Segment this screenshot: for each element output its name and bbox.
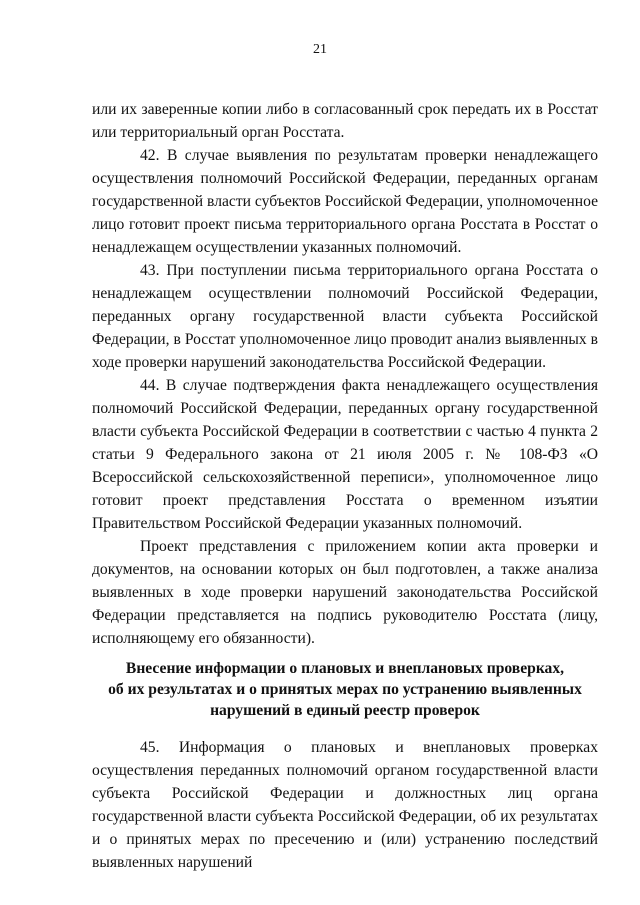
section-heading-line-1: Внесение информации о плановых и внеплановых проверках,: [125, 660, 565, 677]
section-heading: [92, 658, 598, 721]
paragraph-continuation: или их заверенные копии либо в согласованный срок передать их в Росстат или территориальный орган Росстата.: [92, 101, 598, 141]
paragraph-42: 42. В случае выявления по результатам проверки ненадлежащего осуществления полномочий Российской Федерации, переданных органам государственной власти субъектов Российской Федерации, уполномоченное лицо готовит проект письма территориального органа Росстата в Росстат о ненадлежащем осуществлении указанных полномочий.: [92, 147, 598, 256]
section-heading-line-2: об их результатах и о принятых мерах по устранению выявленных: [108, 681, 582, 698]
section-heading-line-3: нарушений в единый реестр проверок: [210, 702, 480, 719]
page-number: 21: [313, 42, 327, 57]
paragraph-45: 45. Информация о плановых и внеплановых проверках осуществления переданных полномочий органом государственной власти субъекта Российской Федерации и должностных лиц органа государственной власти субъекта Российской Федерации, об их результатах и о принятых мерах по пресечению и (или) устранению последствий выявленных нарушений: [92, 739, 598, 871]
body-text-bottom: [92, 736, 598, 874]
paragraph-project-submission: Проект представления с приложением копии акта проверки и документов, на основании которых он был подготовлен, а также анализа выявленных в ходе проверки нарушений законодательства Российской Федерации представляется на подпись руководителю Росстата (лицу, исполняющему его обязанности).: [92, 538, 598, 647]
body-text-top: [92, 98, 598, 650]
paragraph-43: 43. При поступлении письма территориального органа Росстата о ненадлежащем осуществлении полномочий Российской Федерации, переданных органу государственной власти субъекта Российской Федерации, в Росстат уполномоченное лицо проводит анализ выявленных в ходе проверки нарушений законодательства Российской Федерации.: [92, 262, 598, 371]
paragraph-44: 44. В случае подтверждения факта ненадлежащего осуществления полномочий Российской Федерации, переданных органу государственной власти субъекта Российской Федерации в соответствии с частью 4 пункта 2 статьи 9 Федерального закона от 21 июля 2005 г. № 108-ФЗ «О Всероссийской сельскохозяйственной переписи», уполномоченное лицо готовит проект представления Росстата о временном изъятии Правительством Российской Федерации указанных полномочий.: [92, 377, 598, 532]
